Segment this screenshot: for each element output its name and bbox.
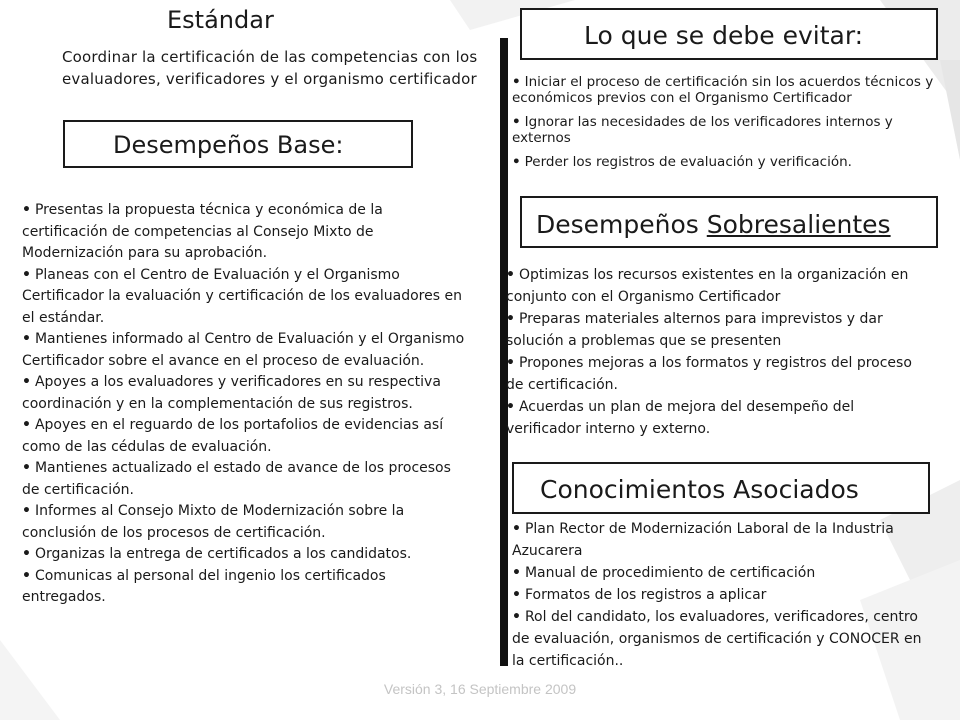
- base-performances-list: [22, 200, 470, 609]
- list-item-text: Mantienes actualizado el estado de avance de los procesos de certificación.: [22, 460, 451, 498]
- avoid-list: [512, 75, 940, 171]
- list-item-text: Plan Rector de Modernización Laboral de la Industria Azucarera: [512, 521, 894, 559]
- list-item: [512, 562, 932, 584]
- list-item-text: Ignorar las necesidades de los verificadores internos y externos: [512, 114, 893, 146]
- bullet: •: [512, 74, 521, 90]
- avoid-title-text: Lo que se debe evitar:: [584, 21, 864, 50]
- list-item-text: Mantienes informado al Centro de Evaluación y el Organismo Certificador sobre el avance en el proceso de evaluación.: [22, 331, 465, 369]
- list-item: [506, 396, 926, 440]
- list-item: [512, 155, 940, 171]
- list-item-text: Acuerdas un plan de mejora del desempeño del verificador interno y externo.: [506, 399, 855, 437]
- base-performances-title: [63, 120, 413, 168]
- list-item: [506, 308, 926, 352]
- bullet: •: [22, 460, 31, 476]
- list-item: [22, 200, 470, 265]
- bullet: •: [22, 503, 31, 519]
- list-item-text: Propones mejoras a los formatos y registros del proceso de certificación.: [506, 355, 912, 393]
- list-item: [22, 458, 470, 501]
- list-item-text: Presentas la propuesta técnica y económica de la certificación de competencias al Consejo Mixto de Modernización para su aprobación.: [22, 202, 383, 261]
- standard-description: Coordinar la certificación de las competencias con los evaluadores, verificadores y el organismo certificador: [62, 48, 478, 88]
- outstanding-performances-title: [520, 196, 938, 248]
- list-item-text: Preparas materiales alternos para imprevistos y dar solución a problemas que se presenten: [506, 311, 883, 349]
- bullet: •: [506, 311, 515, 327]
- list-item: [506, 352, 926, 396]
- bullet: •: [22, 266, 31, 283]
- associated-knowledge-title: [512, 462, 930, 514]
- list-item: [22, 265, 470, 330]
- bullet: •: [22, 374, 31, 390]
- list-item-text: Informes al Consejo Mixto de Modernización sobre la conclusión de los procesos de certificación.: [22, 503, 405, 541]
- list-item-text: Apoyes a los evaluadores y verificadores en su respectiva coordinación y en la complementación de sus registros.: [22, 374, 441, 412]
- list-item: [512, 115, 940, 146]
- list-item: [512, 75, 940, 106]
- bullet: •: [512, 154, 521, 170]
- list-item-text: Formatos de los registros a aplicar: [524, 587, 767, 603]
- list-item-text: Comunicas al personal del ingenio los certificados entregados.: [22, 567, 386, 605]
- bullet: •: [22, 331, 31, 347]
- avoid-title: [520, 8, 938, 60]
- list-item-text: Organizas la entrega de certificados a los candidatos.: [34, 546, 412, 562]
- outstanding-title-underlined: Sobresalientes: [706, 210, 891, 239]
- bullet: •: [512, 521, 521, 537]
- standard-title: Estándar: [167, 6, 274, 34]
- list-item: [512, 606, 932, 672]
- associated-knowledge-title-text: Conocimientos Asociados: [540, 475, 859, 504]
- list-item-text: Rol del candidato, los evaluadores, verificadores, centro de evaluación, organismos de certificación y CONOCER en la certificación..: [512, 609, 922, 669]
- list-item-text: Manual de procedimiento de certificación: [524, 565, 816, 581]
- bullet: •: [22, 567, 31, 584]
- list-item: [22, 544, 470, 566]
- list-item: [22, 372, 470, 415]
- list-item: [22, 566, 470, 609]
- bullet: •: [506, 399, 515, 415]
- bullet: •: [22, 417, 31, 433]
- bullet: •: [506, 267, 515, 283]
- outstanding-title-prefix: Desempeños: [536, 210, 707, 239]
- list-item: [22, 501, 470, 544]
- bullet: •: [512, 114, 521, 130]
- list-item: [512, 584, 932, 606]
- bullet: •: [512, 609, 521, 625]
- list-item-text: Planeas con el Centro de Evaluación y el Organismo Certificador la evaluación y certificación de los evaluadores en el estándar.: [22, 266, 462, 326]
- bullet: •: [512, 587, 521, 603]
- list-item-text: Apoyes en el reguardo de los portafolios de evidencias así como de las cédulas de evaluación.: [22, 417, 444, 455]
- bullet: •: [22, 202, 31, 218]
- list-item-text: Optimizas los recursos existentes en la organización en conjunto con el Organismo Certificador: [506, 267, 909, 305]
- version-footer: Versión 3, 16 Septiembre 2009: [383, 681, 577, 697]
- bullet: •: [506, 355, 515, 371]
- bullet: •: [22, 546, 31, 562]
- list-item-text: Iniciar el proceso de certificación sin los acuerdos técnicos y económicos previos con el Organismo Certificador: [512, 74, 934, 106]
- associated-knowledge-list: [512, 518, 932, 672]
- list-item: [22, 329, 470, 372]
- list-item: [506, 264, 926, 308]
- bullet: •: [512, 565, 521, 581]
- outstanding-performances-list: [506, 264, 926, 440]
- list-item-text: Perder los registros de evaluación y verificación.: [524, 154, 852, 170]
- list-item: [512, 518, 932, 562]
- list-item: [22, 415, 470, 458]
- base-performances-title-text: Desempeños Base:: [113, 131, 344, 159]
